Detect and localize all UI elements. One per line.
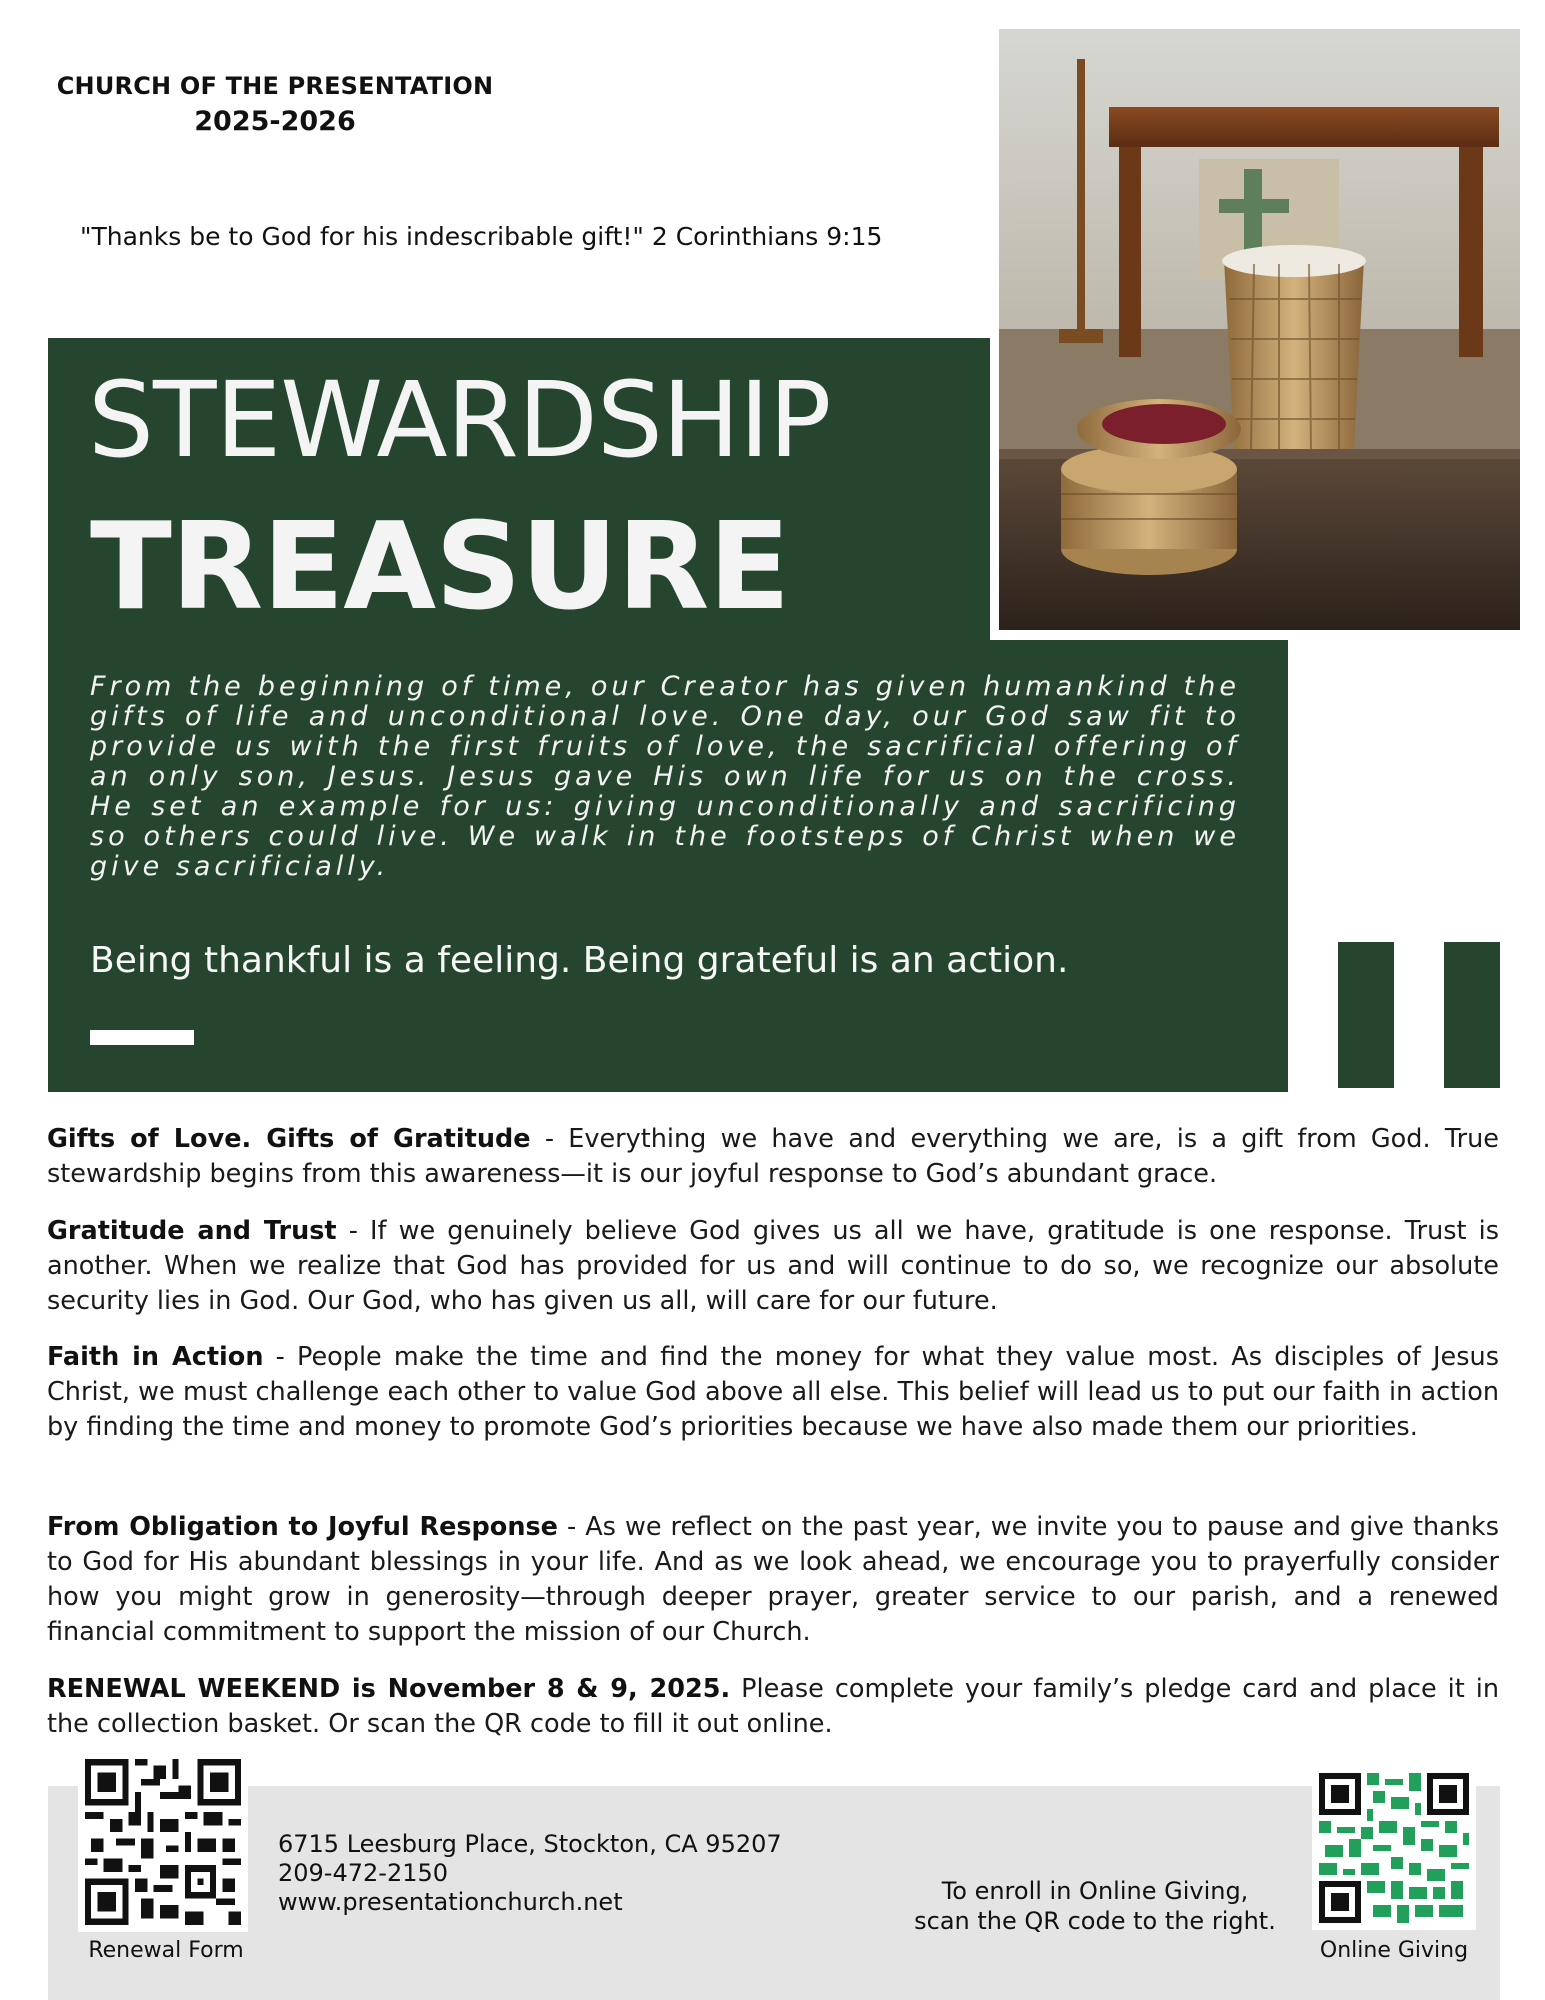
section-text: Please complete your family’s pledge card and place it in the collection basket. Or scan the QR code to fill it out online. <box>47 1674 1499 1739</box>
scripture-quote: "Thanks be to God for his indescribable gift!" 2 Corinthians 9:15 <box>80 222 883 251</box>
enroll-line-2: scan the QR code to the right. <box>914 1907 1276 1935</box>
church-year: 2025-2026 <box>194 106 356 137</box>
section-faith-in-action <box>47 1340 1499 1445</box>
church-name: CHURCH OF THE PRESENTATION <box>56 72 494 100</box>
contact-info <box>278 1830 782 1917</box>
website-link[interactable]: www.presentationchurch.net <box>278 1888 623 1916</box>
decorative-bar-left <box>1338 942 1394 1088</box>
section-text: - People make the time and find the money for what they value most. As disciples of Jesus Christ, we must challenge each other to value God above all else. This belief will lead us to put our faith in action by finding the time and money to promote God’s priorities because we have also made them our priorities. <box>47 1342 1499 1442</box>
section-renewal-weekend <box>47 1672 1499 1742</box>
collection-baskets-photo <box>996 26 1523 633</box>
decorative-bar-right <box>1444 942 1500 1088</box>
section-text: - Everything we have and everything we are, is a gift from God. True stewardship begins from this awareness—it is our joyful response to God’s abundant grace. <box>47 1124 1499 1189</box>
hero-title-treasure: TREASURE <box>90 498 790 637</box>
enroll-line-1: To enroll in Online Giving, <box>941 1877 1249 1905</box>
renewal-qr-code <box>85 1759 241 1925</box>
decorative-dash <box>90 1030 194 1045</box>
hero-title-stewardship: STEWARDSHIP <box>88 359 831 481</box>
section-gifts-of-love <box>47 1122 1499 1192</box>
online-giving-qr[interactable] <box>1312 1766 1476 1930</box>
section-heading: RENEWAL WEEKEND is November 8 & 9, 2025. <box>47 1674 731 1704</box>
white-gap <box>1288 640 1545 1100</box>
hero-tagline: Being thankful is a feeling. Being grateful is an action. <box>90 940 1069 981</box>
section-heading: Gifts of Love. Gifts of Gratitude <box>47 1124 531 1154</box>
renewal-form-caption: Renewal Form <box>88 1938 244 1963</box>
phone: 209-472-2150 <box>278 1859 449 1887</box>
renewal-form-qr[interactable] <box>78 1752 248 1932</box>
section-obligation-to-joyful-response <box>47 1510 1499 1650</box>
hero-paragraph: From the beginning of time, our Creator has given humankind the gifts of life and unconditional love. One day, our God saw fit to provide us with the first fruits of love, the sacrificial offering of an only son, Jesus. Jesus gave His own life for us on the cross. He set an example for us: giving unconditionally and sacrificing so others could live. We walk in the footsteps of Christ when we give sacrificially. <box>90 671 1240 882</box>
online-giving-instructions <box>880 1876 1310 1936</box>
section-heading: Gratitude and Trust <box>47 1216 337 1246</box>
section-text: - As we reflect on the past year, we invite you to pause and give thanks to God for His abundant blessings in your life. And as we look ahead, we encourage you to prayerfully consider how you might grow in generosity—through deeper prayer, greater service to our parish, and a renewed financial commitment to support the mission of our Church. <box>47 1512 1499 1647</box>
section-heading: From Obligation to Joyful Response <box>47 1512 558 1542</box>
online-giving-qr-code <box>1319 1773 1469 1923</box>
address: 6715 Leesburg Place, Stockton, CA 95207 <box>278 1830 782 1858</box>
online-giving-caption: Online Giving <box>1319 1938 1469 1963</box>
section-heading: Faith in Action <box>47 1342 264 1372</box>
section-gratitude-and-trust <box>47 1214 1499 1319</box>
section-text: - If we genuinely believe God gives us all we have, gratitude is one response. Trust is another. When we realize that God has provided for us and will continue to do so, we recognize our absolute security lies in God. Our God, who has given us all, will care for our future. <box>47 1216 1499 1316</box>
